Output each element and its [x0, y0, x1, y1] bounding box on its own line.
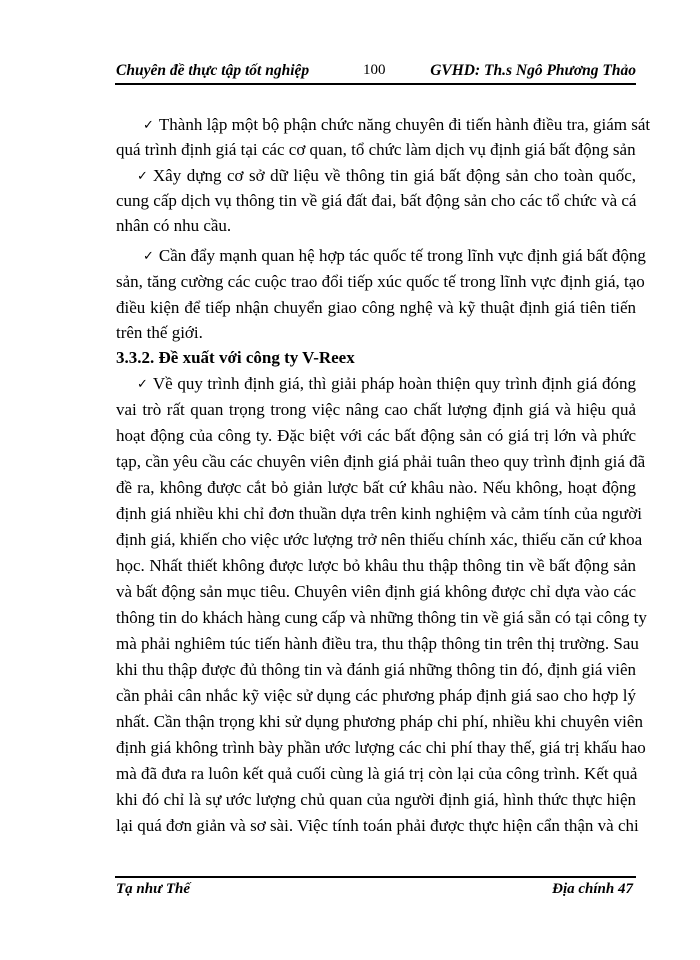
page-footer	[116, 881, 636, 901]
check-icon: ✓	[143, 118, 154, 133]
paragraph-line: sản, tăng cường các cuộc trao đổi tiếp xúc quốc tế trong lĩnh vực định giá, tạo	[116, 272, 645, 291]
header-divider	[115, 83, 636, 85]
bullet-paragraph-line: ✓ Xây dựng cơ sở dữ liệu về thông tin giá bất động sản cho toàn quốc,	[137, 164, 636, 188]
paragraph-line: đề ra, không được cắt bỏ giản lược bất cứ khâu nào. Nếu không, hoạt động	[116, 478, 636, 497]
header-advisor: GVHD: Th.s Ngô Phương Thảo	[430, 62, 636, 79]
check-icon: ✓	[143, 249, 154, 264]
paragraph-line: hoạt động của công ty. Đặc biệt với các bất động sản có giá trị lớn và phức	[116, 426, 636, 445]
paragraph-line: nhân có nhu cầu.	[116, 216, 232, 235]
paragraph-line: tạp, cần yêu cầu các chuyên viên định giá phải tuân theo quy trình định giá đã	[116, 452, 646, 471]
page-number: 100	[363, 62, 386, 78]
bullet-paragraph-line: ✓ Cần đẩy mạnh quan hệ hợp tác quốc tế trong lĩnh vực định giá bất động	[143, 244, 636, 268]
footer-author: Tạ như Thế	[116, 881, 190, 897]
footer-class: Địa chính 47	[552, 881, 633, 897]
paragraph-line: và bất động sản mục tiêu. Chuyên viên định giá không được chỉ dựa vào các	[116, 582, 636, 601]
paragraph-line: cung cấp dịch vụ thông tin về giá đất đai, bất động sản cho các tổ chức và cá	[116, 191, 637, 210]
bullet-paragraph-line: ✓ Thành lập một bộ phận chức năng chuyên đi tiến hành điều tra, giám sát	[143, 113, 636, 137]
header-title: Chuyên đề thực tập tốt nghiệp	[116, 62, 310, 79]
paragraph-line: vai trò rất quan trọng trong việc nâng cao chất lượng định giá và hiệu quả	[116, 400, 636, 419]
paragraph-line: định giá không trình bày phần ước lượng các chi phí thay thế, giá trị khấu hao	[116, 738, 646, 757]
paragraph-line: học. Nhất thiết không được lược bỏ khâu thu thập thông tin về bất động sản	[116, 556, 636, 575]
paragraph-line: định giá, khiến cho việc ước lượng trở nên thiếu chính xác, thiếu căn cứ khoa	[116, 530, 643, 549]
paragraph-line: khi đó chỉ là sự ước lượng chủ quan của người định giá, hình thức thực hiện	[116, 790, 636, 809]
paragraph-line: định giá nhiều khi chỉ đơn thuần dựa trên kinh nghiệm và cảm tính của người	[116, 504, 642, 523]
paragraph-line: lại quá đơn giản và sơ sài. Việc tính toán phải được thực hiện cẩn thận và chi	[116, 816, 639, 835]
paragraph-line: trên thế giới.	[116, 323, 203, 342]
section-heading: 3.3.2. Đề xuất với công ty V-Reex	[116, 348, 355, 367]
page-header	[116, 62, 636, 82]
bullet-paragraph-line: ✓ Về quy trình định giá, thì giải pháp hoàn thiện quy trình định giá đóng	[137, 372, 636, 396]
paragraph-line: mà đã đưa ra luôn kết quả cuối cùng là giá trị còn lại của công trình. Kết quả	[116, 764, 638, 783]
paragraph-line: nhất. Cần thận trọng khi sử dụng phương pháp chi phí, nhiều khi chuyên viên	[116, 712, 643, 731]
check-icon: ✓	[137, 169, 148, 184]
check-icon: ✓	[137, 377, 148, 392]
paragraph-line: thông tin do khách hàng cung cấp và những thông tin về giá sẵn có tại công ty	[116, 608, 647, 627]
paragraph-line: điều kiện để tiếp nhận chuyển giao công nghệ và kỹ thuật định giá tiên tiến	[116, 298, 636, 317]
paragraph-line: mà phải nghiêm túc tiến hành điều tra, thu thập thông tin trên thị trường. Sau	[116, 634, 639, 653]
paragraph-line: quá trình định giá tại các cơ quan, tổ chức làm dịch vụ định giá bất động sản	[116, 140, 636, 159]
footer-divider	[115, 876, 636, 878]
paragraph-line: khi thu thập được đủ thông tin và đánh giá những thông tin đó, định giá viên	[116, 660, 636, 679]
paragraph-line: cần phải cân nhắc kỹ việc sử dụng các phương pháp định giá sao cho hợp lý	[116, 686, 636, 705]
